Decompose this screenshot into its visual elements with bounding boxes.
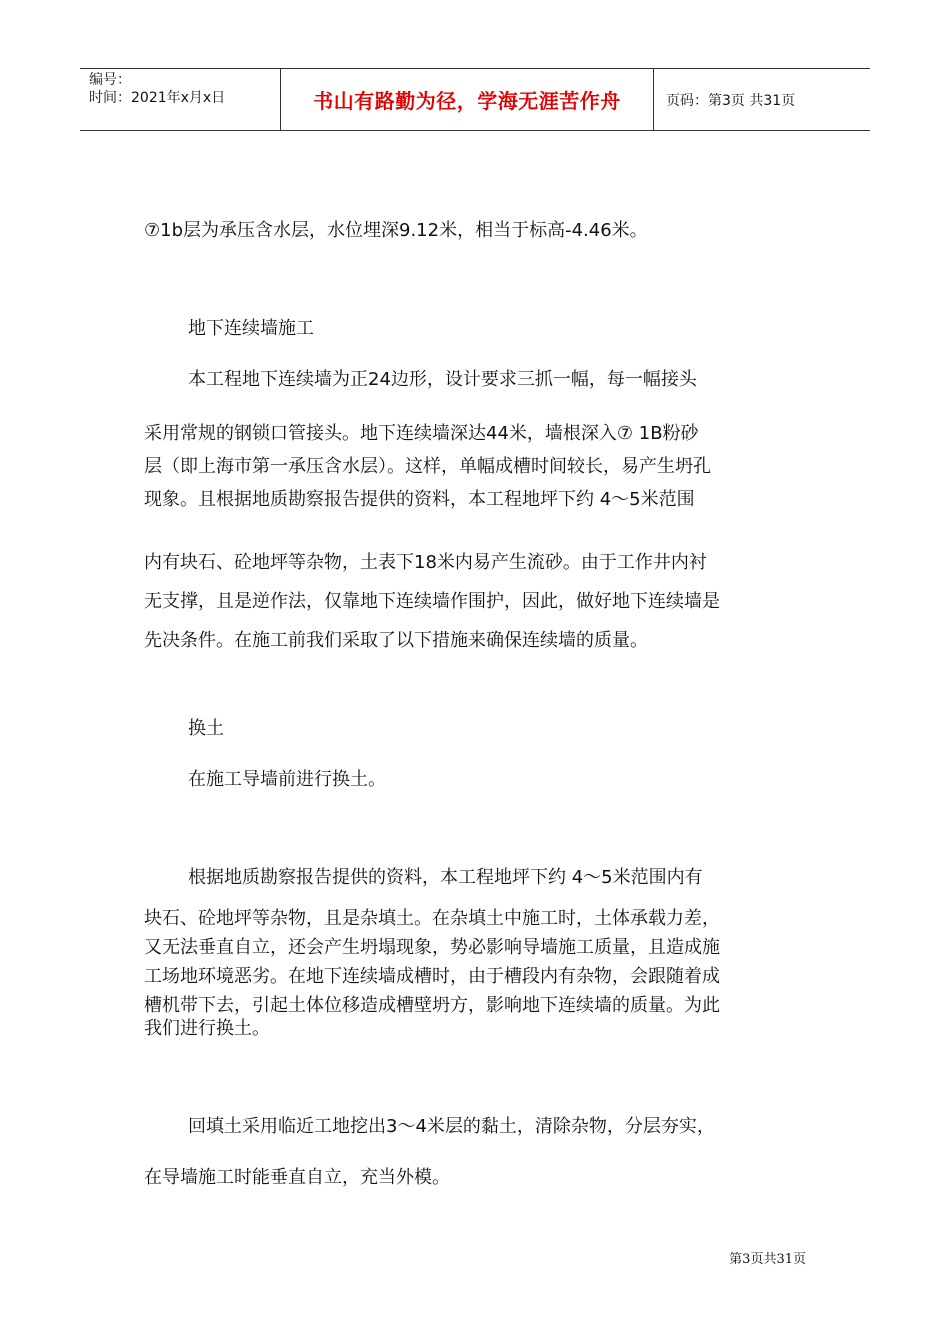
text-line: 先决条件。在施工前我们采取了以下措施来确保连续墙的质量。 [144,630,648,651]
text-line: 地下连续墙施工 [188,318,314,339]
text-line: 采用常规的钢锁口管接头。地下连续墙深达44米，墙根深入⑦ 1B粉砂 [144,423,699,444]
header-motto: 书山有路勤为径，学海无涯苦作舟 [281,69,654,130]
paragraph-aquifer [144,219,814,243]
paragraph-intro [144,368,858,392]
paragraph-backfill [144,1115,858,1139]
text-line: 槽机带下去，引起土体位移造成槽壁坍方，影响地下连续墙的质量。为此 [144,995,720,1016]
text-line: 本工程地下连续墙为正24边形，设计要求三抓一幅，每一幅接头 [188,369,697,390]
paragraph-therefore [144,1017,814,1041]
document-header [80,68,870,131]
text-line: 层（即上海市第一承压含水层）。这样，单幅成槽时间较长，易产生坍孔 [144,456,711,477]
paragraph-joint [144,417,814,516]
section-heading-diaphragm-wall [144,317,858,341]
section-heading-soil-replacement [144,717,858,741]
text-line: 工场地环境恶劣。在地下连续墙成槽时，由于槽段内有杂物，会跟随着成 [144,966,720,987]
text-line: ⑦1b层为承压含水层，水位埋深9.12米，相当于标高-4.46米。 [144,220,648,241]
text-line: 无支撑，且是逆作法，仅靠地下连续墙作围护，因此，做好地下连续墙是 [144,591,720,612]
header-meta [80,69,281,130]
text-line: 内有块石、砼地坪等杂物，土表下18米内易产生流砂。由于工作井内衬 [144,552,707,573]
text-line: 在施工导墙前进行换土。 [188,769,386,790]
paragraph-fill-soil-problems [144,904,814,1020]
paragraph-outer-form [144,1166,814,1190]
paragraph-debris [144,543,814,660]
header-page-info: 页码：第3页 共31页 [666,92,796,109]
text-line: 块石、砼地坪等杂物，且是杂填土。在杂填土中施工时，土体承载力差， [144,908,720,929]
text-line: 根据地质勘察报告提供的资料，本工程地坪下约 4～5米范围内有 [188,867,703,888]
text-line: 换土 [188,718,224,739]
text-line: 又无法垂直自立，还会产生坍塌现象，势必影响导墙施工质量，且造成施 [144,937,720,958]
text-line: 我们进行换土。 [144,1018,270,1039]
paragraph-survey [144,866,858,890]
text-line: 在导墙施工时能垂直自立，充当外模。 [144,1167,450,1188]
text-line: 回填土采用临近工地挖出3～4米层的黏土，清除杂物，分层夯实， [188,1116,715,1137]
page-footer: 第3页共31页 [729,1252,806,1267]
text-line: 现象。且根据地质勘察报告提供的资料，本工程地坪下约 4～5米范围 [144,489,695,510]
time-label: 时间：2021年x月x日 [89,90,226,106]
number-label: 编号： [89,72,131,88]
paragraph-replace-before-wall [144,768,858,792]
